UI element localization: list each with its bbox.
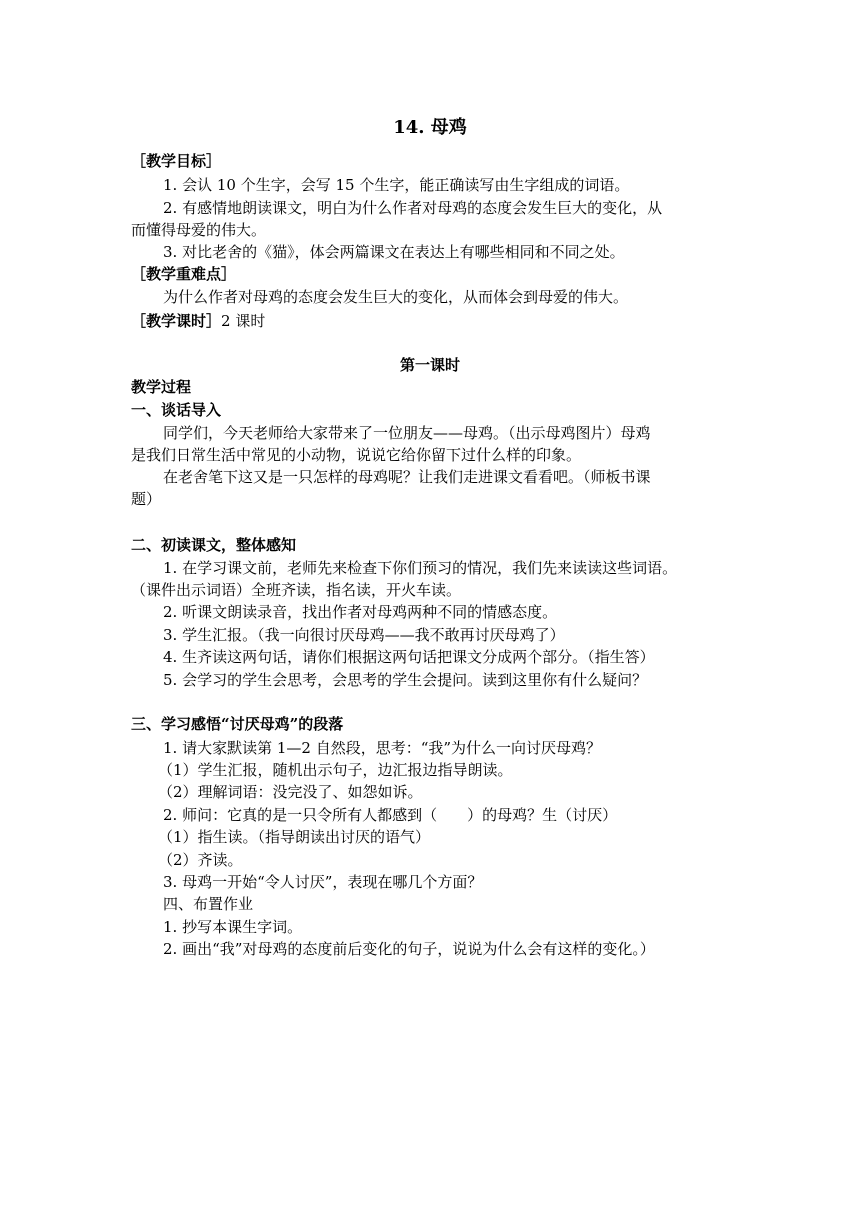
objective-item: 3. 对比老舍的《猫》，体会两篇课文在表达上有哪些相同和不同之处。 [163, 243, 625, 261]
objective-item: 1. 会认 10 个生字，会写 15 个生字，能正确读写由生字组成的词语。 [163, 176, 630, 194]
paragraph-line: （2）齐读。 [158, 851, 243, 869]
periods-value: 2 课时 [221, 312, 266, 330]
paragraph-line: 同学们，今天老师给大家带来了一位朋友——母鸡。（出示母鸡图片）母鸡 [163, 424, 651, 442]
key-points-text: 为什么作者对母鸡的态度会发生巨大的变化，从而体会到母爱的伟大。 [163, 288, 629, 306]
paragraph-line: 2. 画出“我”对母鸡的态度前后变化的句子，说说为什么会有这样的变化。） [163, 940, 655, 958]
paragraph-line: （2）理解词语：没完没了、如怨如诉。 [158, 783, 423, 801]
objectives-heading: ［教学目标］ [131, 152, 222, 170]
paragraph-line: 2. 师问：它真的是一只令所有人都感到（ ）的母鸡？生（讨厌） [163, 806, 618, 824]
objective-item: 而懂得母爱的伟大。 [131, 221, 267, 239]
paragraph-line: 3. 学生汇报。（我一向很讨厌母鸡——我不敢再讨厌母鸡了） [163, 626, 565, 644]
periods-line [131, 311, 265, 331]
paragraph-line: 2. 听课文朗读录音，找出作者对母鸡两种不同的情感态度。 [163, 603, 558, 621]
page-title: 14. 母鸡 [393, 117, 467, 138]
paragraph-line: （1）指生读。（指导朗读出讨厌的语气） [158, 828, 431, 846]
paragraph-line: 题） [131, 490, 162, 508]
paragraph-line: 5. 会学习的学生会思考，会思考的学生会提问。读到这里你有什么疑问？ [163, 671, 648, 689]
paragraph-line: 1. 抄写本课生字词。 [163, 918, 303, 936]
paragraph-line: 1. 在学习课文前，老师先来检查下你们预习的情况，我们先来读读这些词语。 [163, 559, 678, 577]
paragraph-line: （1）学生汇报，随机出示句子，边汇报边指导朗读。 [158, 761, 513, 779]
process-heading: 教学过程 [131, 378, 192, 396]
key-points-heading: ［教学重难点］ [131, 265, 237, 283]
paragraph-line: 在老舍笔下这又是一只怎样的母鸡呢？让我们走进课文看看吧。（师板书课 [163, 468, 651, 486]
paragraph-line: 是我们日常生活中常见的小动物，说说它给你留下过什么样的印象。 [131, 446, 582, 464]
lesson-heading: 第一课时 [399, 356, 460, 374]
paragraph-line: 1. 请大家默读第 1—2 自然段，思考：“我”为什么一向讨厌母鸡？ [163, 739, 602, 757]
periods-heading: ［教学课时］ [131, 312, 222, 330]
paragraph-line: 四、布置作业 [163, 895, 254, 913]
objective-item: 2. 有感情地朗读课文，明白为什么作者对母鸡的态度会发生巨大的变化，从 [163, 199, 663, 217]
paragraph-line: （课件出示词语）全班齐读，指名读，开火车读。 [131, 581, 462, 599]
section-heading: 一、谈话导入 [131, 401, 222, 419]
paragraph-line: 3. 母鸡一开始“令人讨厌”，表现在哪几个方面？ [163, 873, 483, 891]
section-heading: 三、学习感悟“讨厌母鸡”的段落 [131, 715, 344, 733]
section-heading: 二、初读课文，整体感知 [131, 536, 297, 554]
paragraph-line: 4. 生齐读这两句话，请你们根据这两句话把课文分成两个部分。（指生答） [163, 648, 655, 666]
